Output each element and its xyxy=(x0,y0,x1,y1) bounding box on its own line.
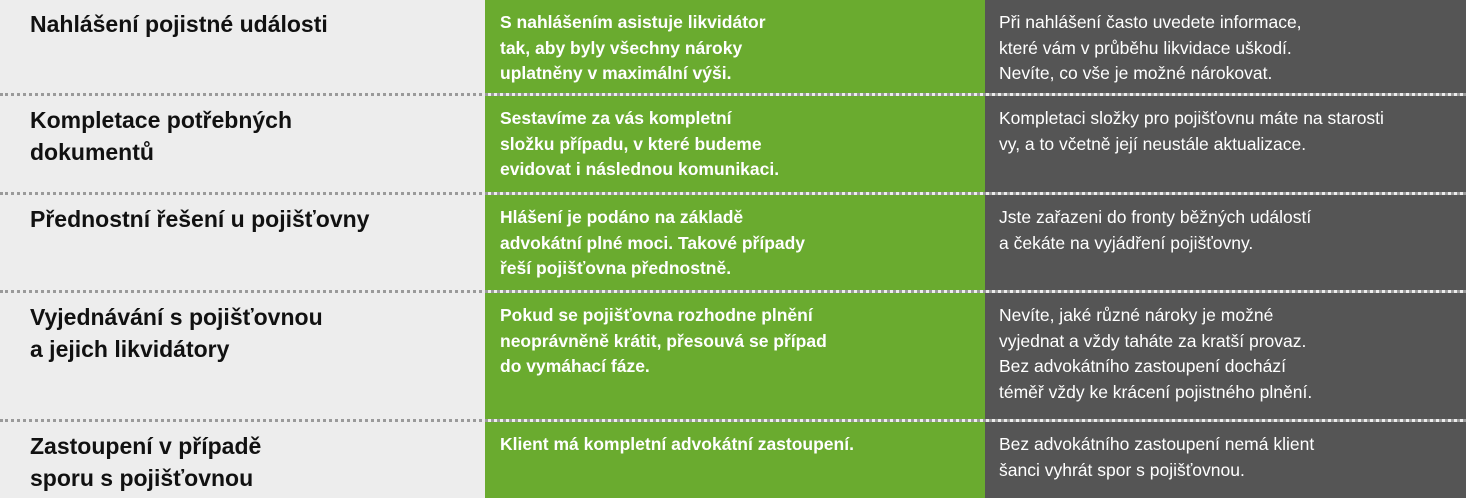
with-lawyer-line: do vymáhací fáze. xyxy=(500,356,650,376)
without-lawyer-cell xyxy=(985,195,1466,290)
row-label-line: Přednostní řešení u pojišťovny xyxy=(30,206,370,232)
table-row xyxy=(0,0,1466,96)
without-lawyer-cell xyxy=(985,96,1466,192)
table-row xyxy=(0,293,1466,422)
without-lawyer-line: Nevíte, co vše je možné nárokovat. xyxy=(999,63,1273,83)
table-row xyxy=(0,422,1466,498)
row-label xyxy=(0,96,485,192)
row-label xyxy=(0,0,485,93)
row-label-line: Nahlášení pojistné události xyxy=(30,11,328,37)
without-lawyer-line: Kompletaci složky pro pojišťovnu máte na starosti xyxy=(999,108,1384,128)
row-label xyxy=(0,195,485,290)
table-row xyxy=(0,96,1466,195)
without-lawyer-line: téměř vždy ke krácení pojistného plnění. xyxy=(999,381,1313,402)
with-lawyer-line: Klient má kompletní advokátní zastoupení. xyxy=(500,434,854,454)
without-lawyer-line: Bez advokátního zastoupení dochází xyxy=(999,356,1287,376)
row-label-line: dokumentů xyxy=(30,139,154,165)
without-lawyer-line: vy, a to včetně její neustále aktualizace. xyxy=(999,133,1307,154)
row-label-line: a jejich likvidátory xyxy=(30,336,230,362)
with-lawyer-line: uplatněny v maximální výši. xyxy=(500,63,732,83)
without-lawyer-line: Nevíte, jaké různé nároky je možné xyxy=(999,305,1274,325)
with-lawyer-line: neoprávněně krátit, přesouvá se případ xyxy=(500,330,827,351)
without-lawyer-line: Při nahlášení často uvedete informace, xyxy=(999,12,1302,32)
with-lawyer-line: tak, aby byly všechny nároky xyxy=(500,37,743,58)
without-lawyer-line: šanci vyhrát spor s pojišťovnou. xyxy=(999,459,1245,480)
without-lawyer-cell xyxy=(985,0,1466,93)
with-lawyer-line: advokátní plné moci. Takové případy xyxy=(500,232,806,253)
with-lawyer-line: Sestavíme za vás kompletní xyxy=(500,108,732,128)
with-lawyer-cell xyxy=(485,195,985,290)
with-lawyer-line: S nahlášením asistuje likvidátor xyxy=(500,12,766,32)
table-row xyxy=(0,195,1466,293)
row-label-line: Zastoupení v případě xyxy=(30,433,262,459)
row-label-line: Kompletace potřebných xyxy=(30,107,292,133)
with-lawyer-line: evidovat i následnou komunikaci. xyxy=(500,159,780,179)
without-lawyer-line: které vám v průběhu likvidace uškodí. xyxy=(999,37,1292,58)
with-lawyer-cell xyxy=(485,293,985,419)
row-label xyxy=(0,293,485,419)
without-lawyer-line: a čekáte na vyjádření pojišťovny. xyxy=(999,232,1254,253)
without-lawyer-line: vyjednat a vždy taháte za kratší provaz. xyxy=(999,330,1307,351)
without-lawyer-line: Bez advokátního zastoupení nemá klient xyxy=(999,434,1315,454)
row-label xyxy=(0,422,485,498)
with-lawyer-cell xyxy=(485,0,985,93)
with-lawyer-line: Pokud se pojišťovna rozhodne plnění xyxy=(500,305,813,325)
row-label-line: Vyjednávání s pojišťovnou xyxy=(30,304,323,330)
with-lawyer-line: složku případu, v které budeme xyxy=(500,133,762,154)
without-lawyer-line: Jste zařazeni do fronty běžných událostí xyxy=(999,207,1312,227)
with-lawyer-cell xyxy=(485,96,985,192)
with-lawyer-line: řeší pojišťovna přednostně. xyxy=(500,258,732,278)
without-lawyer-cell xyxy=(985,422,1466,498)
row-label-line: sporu s pojišťovnou xyxy=(30,465,254,491)
without-lawyer-cell xyxy=(985,293,1466,419)
with-lawyer-cell xyxy=(485,422,985,498)
with-lawyer-line: Hlášení je podáno na základě xyxy=(500,207,744,227)
